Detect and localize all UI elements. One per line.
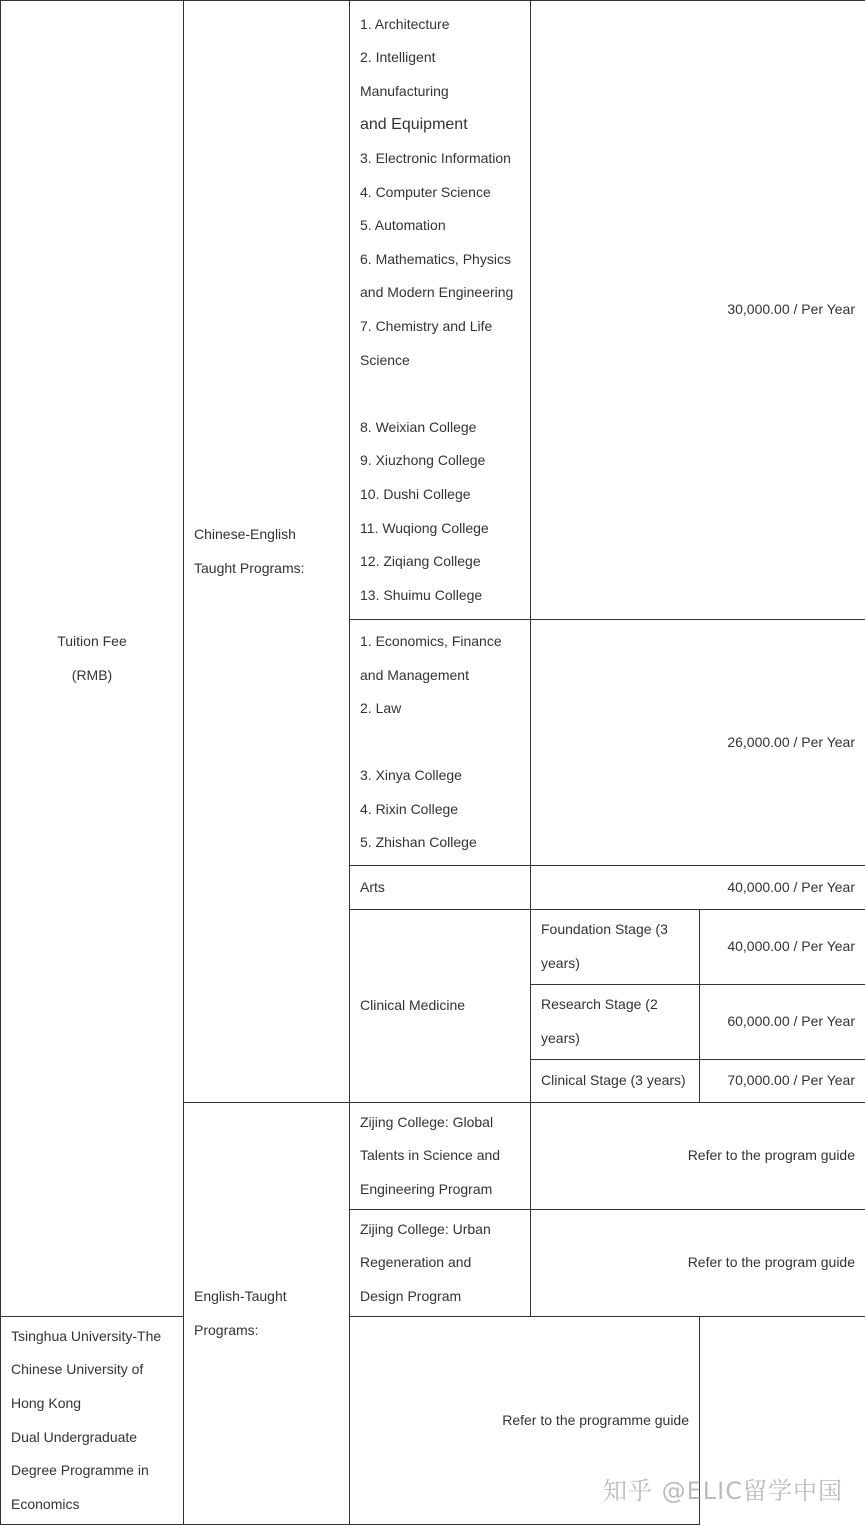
program-cuhk-dual: [1, 1317, 184, 1525]
major-item: 5. Automation: [360, 209, 520, 243]
group1-fee: 30,000.00 / Per Year: [531, 1, 865, 620]
major-item: and Equipment: [360, 108, 520, 142]
research-stage-fee: 60,000.00 / Per Year: [700, 985, 865, 1060]
major-item: 2. Intelligent: [360, 41, 520, 75]
currency-label: (RMB): [11, 659, 173, 693]
program-line: Degree Programme in: [11, 1454, 173, 1488]
tuition-fee-header: [1, 1, 184, 1317]
program-line: Zijing College: Global: [360, 1106, 520, 1140]
group1-majors: [350, 1, 531, 620]
college-item: 10. Dushi College: [360, 478, 520, 512]
program-line: Economics: [11, 1488, 173, 1522]
college-item: 13. Shuimu College: [360, 579, 520, 613]
program-zijing-global: [350, 1103, 531, 1210]
stage-label: Research Stage (2: [541, 988, 689, 1022]
program-line: Hong Kong: [11, 1387, 173, 1421]
chinese-english-label-line1: Chinese-English: [194, 518, 339, 552]
tuition-fee-label: Tuition Fee: [11, 625, 173, 659]
group2-majors: [350, 620, 531, 866]
college-item: 5. Zhishan College: [360, 826, 520, 860]
foundation-stage: [531, 910, 700, 985]
program-line: Design Program: [360, 1280, 520, 1314]
college-item: 11. Wuqiong College: [360, 512, 520, 546]
program-line: Dual Undergraduate: [11, 1421, 173, 1455]
major-item: and Management: [360, 659, 520, 693]
major-item: Manufacturing: [360, 75, 520, 109]
program-line: Tsinghua University-The: [11, 1320, 173, 1354]
research-stage: [531, 985, 700, 1060]
college-item: 12. Ziqiang College: [360, 545, 520, 579]
spacer: [360, 377, 520, 411]
chinese-english-label: [184, 1, 350, 1103]
arts-fee: 40,000.00 / Per Year: [531, 866, 865, 910]
major-item: 2. Law: [360, 692, 520, 726]
program-zijing-global-fee: Refer to the program guide: [531, 1103, 865, 1210]
group2-fee: 26,000.00 / Per Year: [531, 620, 865, 866]
clinical-stage-fee: 70,000.00 / Per Year: [700, 1060, 865, 1103]
college-item: 8. Weixian College: [360, 411, 520, 445]
major-item: 6. Mathematics, Physics: [360, 243, 520, 277]
stage-label: years): [541, 947, 689, 981]
program-line: Regeneration and: [360, 1246, 520, 1280]
english-taught-label: [184, 1103, 350, 1525]
program-zijing-urban: [350, 1210, 531, 1317]
program-line: Zijing College: Urban: [360, 1213, 520, 1247]
program-line: Engineering Program: [360, 1173, 520, 1207]
stage-label: years): [541, 1022, 689, 1056]
clinical-medicine-name: Clinical Medicine: [350, 910, 531, 1103]
program-line: Talents in Science and: [360, 1139, 520, 1173]
stage-label: Foundation Stage (3: [541, 913, 689, 947]
clinical-stage: Clinical Stage (3 years): [531, 1060, 700, 1103]
english-taught-label-line2: Programs:: [194, 1314, 339, 1348]
college-item: 4. Rixin College: [360, 793, 520, 827]
english-taught-label-line1: English-Taught: [194, 1280, 339, 1314]
program-line: Chinese University of: [11, 1353, 173, 1387]
arts-name: Arts: [350, 866, 531, 910]
spacer: [360, 726, 520, 760]
major-item: 4. Computer Science: [360, 176, 520, 210]
college-item: 3. Xinya College: [360, 759, 520, 793]
foundation-stage-fee: 40,000.00 / Per Year: [700, 910, 865, 985]
watermark: 知乎 @ELIC留学中国: [603, 1471, 843, 1506]
college-item: 9. Xiuzhong College: [360, 444, 520, 478]
major-item: Science: [360, 344, 520, 378]
chinese-english-label-line2: Taught Programs:: [194, 552, 339, 586]
major-item: 1. Economics, Finance: [360, 625, 520, 659]
major-item: 3. Electronic Information: [360, 142, 520, 176]
program-cuhk-dual-fee: Refer to the programme guide: [350, 1317, 700, 1525]
major-item: 7. Chemistry and Life: [360, 310, 520, 344]
program-zijing-urban-fee: Refer to the program guide: [531, 1210, 865, 1317]
major-item: and Modern Engineering: [360, 276, 520, 310]
major-item: 1. Architecture: [360, 8, 520, 42]
